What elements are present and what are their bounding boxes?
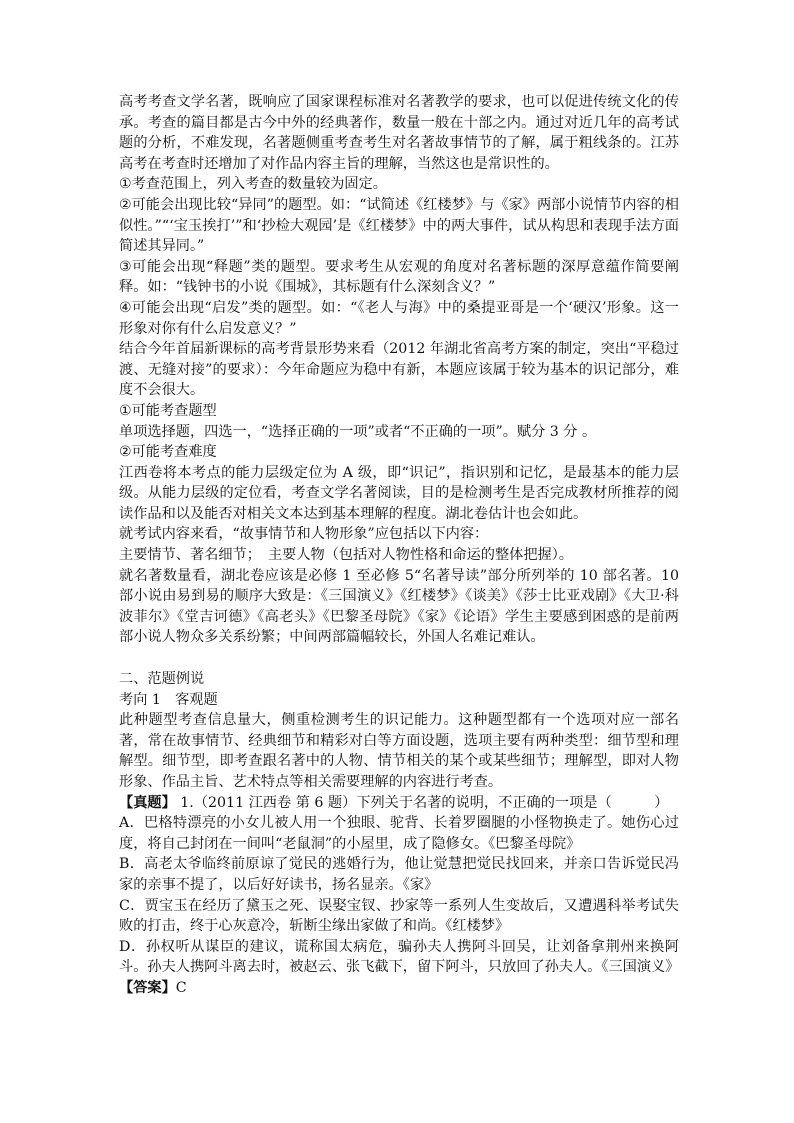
list-item-text: 考查范围上，列入考查的数量较为固定。 <box>131 176 387 193</box>
list-item-text: 可能会出现比较“异同”的题型。如：“试简述《红楼梦》与《家》两部小说情节内容的相似性。”“‘宝玉挨打’”和‘抄检大观园’是《红楼梦》中的两大事件，试从构思和表现手法方面简述其异同。” <box>119 196 679 255</box>
intro-paragraph: 高考考查文学名著，既响应了国家课程标准对名著教学的要求，也可以促进传统文化的传承。考查的篇目都是古今中外的经典著作，数量一般在十部之内。通过对近几年的高考试题的分析，不难发现，名著题侧重考查考生对名著故事情节的了解，属于粗线条的。江苏高考在考查时还增加了对作品内容主旨的理解，当然这也是常识性的。 <box>119 94 679 172</box>
circled-number: ③ <box>119 258 133 275</box>
subheading-text: 可能考查难度 <box>131 444 217 461</box>
answer-value: C <box>175 979 187 996</box>
circled-number: ② <box>119 196 132 213</box>
section-heading: 二、范题例说 <box>119 671 205 688</box>
spacer <box>119 648 679 669</box>
circled-number: ① <box>119 176 132 193</box>
option-a: A．巴格特漂亮的小女儿被人用一个独眼、驼背、长着罗圈腿的小怪物换走了。她伤心过度，将自己封闭在一间叫“老鼠洞”的小屋里，成了隐修女。《巴黎圣母院》 <box>119 815 679 852</box>
section-paragraph: 此种题型考查信息量大，侧重检测考生的识记能力。这种题型都有一个选项对应一部名著，常在故事情节、经典细节和精彩对白等方面设题，选项主要有两种类型：细节型和理解型。细节型，即考查跟名著中的人物、情节相关的某个或某些细节；理解型，即对人物形象、作品主旨、艺术特点等相关需要理解的内容进行考查。 <box>119 712 679 790</box>
option-c: C．贾宝玉在经历了黛玉之死、误娶宝钗、抄家等一系列人生变故后，又遭遇科举考试失败的打击，终于心灰意冷，斩断尘缘出家做了和尚。《红楼梦》 <box>119 897 679 935</box>
circled-number: ① <box>119 402 132 419</box>
list-item <box>119 195 679 257</box>
list-item <box>119 257 679 298</box>
document-page <box>119 92 679 999</box>
subheading-text: 可能考查题型 <box>131 402 217 419</box>
question-tag: 【真题】 <box>119 794 176 811</box>
subheading <box>119 442 679 463</box>
circled-number: ② <box>119 444 132 461</box>
list-item <box>119 298 679 339</box>
context-paragraph: 结合今年首届新课标的高考背景形势来看（2012 年湖北省高考方案的制定，突出“平稳过渡、无缝对接”的要求）：今年命题应为稳中有新，本题应该属于较为基本的识记部分，难度不会很大。 <box>119 341 679 399</box>
answer-line <box>119 978 679 999</box>
content-paragraph: 就考试内容来看，“故事情节和人物形象”应包括以下内容： <box>119 526 489 543</box>
option-b: B．高老太爷临终前原谅了觉民的逃婚行为，他让觉慧把觉民找回来，并亲口告诉觉民冯家的亲事不提了，以后好好读书，扬名显亲。《家》 <box>119 856 679 893</box>
section-subheading: 考向 1 客观题 <box>119 691 218 708</box>
content-detail-paragraph: 主要情节、著名细节； 主要人物（包括对人物性格和命运的整体把握）。 <box>119 547 573 564</box>
circled-number: ④ <box>119 299 132 316</box>
difficulty-paragraph: 江西卷将本考点的能力层级定位为 A 级，即“识记”，指识别和记忆，是最基本的能力层级。从能力层级的定位看，考查文学名著阅读，目的是检测考生是否完成教材所推荐的阅读作品和以及能否对相关文本达到基本理解的程度。湖北卷估计也会如此。 <box>119 464 679 522</box>
question-stem <box>119 793 679 814</box>
book-list-paragraph: 就名著数量看，湖北卷应该是必修 1 至必修 5“名著导读”部分所列举的 10 部名著。10 部小说由易到易的顺序大致是：《三国演义》《红楼梦》《谈美》《莎士比亚戏剧》《大卫·科波菲尔》《堂吉诃德》《高老头》《巴黎圣母院》《家》《论语》学生主要感到困惑的是前两部小说人物众多关系纷繁；中间两部篇幅较长，外国人名难记难认。 <box>119 567 679 646</box>
answer-tag: 【答案】 <box>119 979 176 996</box>
question-type-paragraph: 单项选择题，四选一，“选择正确的一项”或者“不正确的一项”。赋分 3 分 。 <box>119 423 597 440</box>
list-item <box>119 174 679 195</box>
subheading <box>119 401 679 422</box>
question-text: 1.（2011 江西卷 第 6 题）下列关于名著的说明，不正确的一项是（ ） <box>175 794 669 811</box>
option-d: D．孙权听从谋臣的建议，谎称国太病危，骗孙夫人携阿斗回吴，让刘备拿荆州来换阿斗。孙夫人携阿斗离去时，被赵云、张飞截下，留下阿斗，只放回了孙夫人。《三国演义》 <box>119 938 680 976</box>
list-item-text: 可能会出现“释题”类的题型。要求考生从宏观的角度对名著标题的深厚意蕴作简要阐释。如：“钱钟书的小说《围城》，其标题有什么深刻含义？” <box>119 258 679 296</box>
list-item-text: 可能会出现“启发”类的题型。如：“《老人与海》中的桑提亚哥是一个‘硬汉’形象。这一形象对你有什么启发意义？” <box>119 299 679 337</box>
